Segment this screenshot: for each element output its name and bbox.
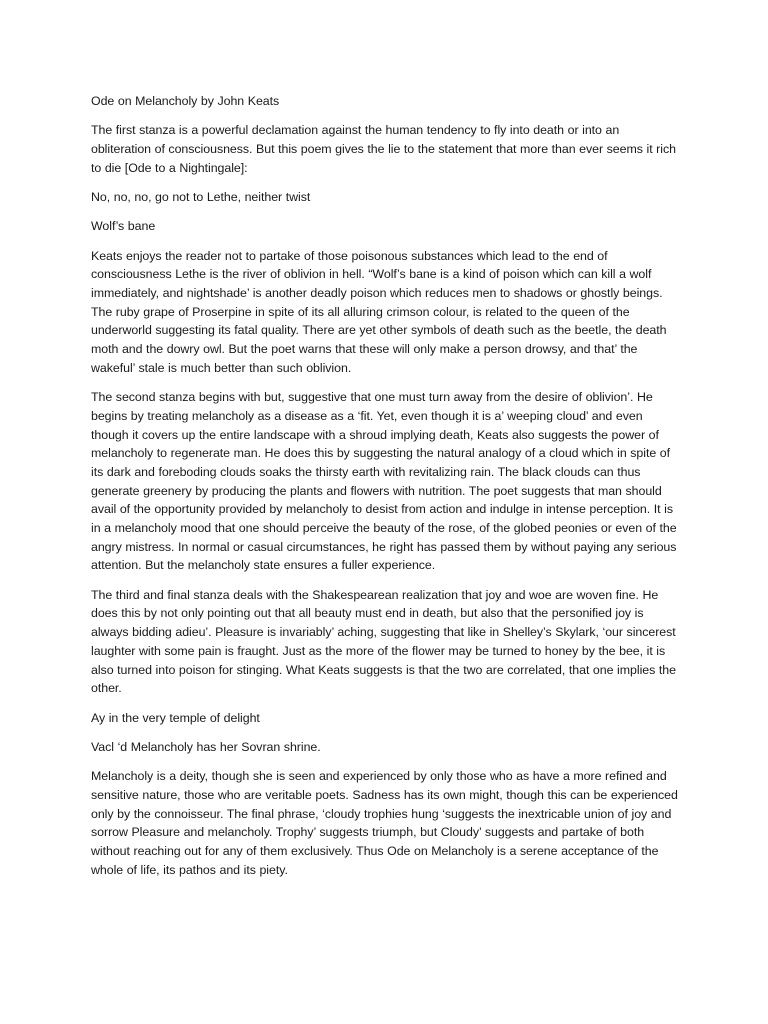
quote-line-shrine: Vacl ‘d Melancholy has her Sovran shrine. <box>91 739 321 754</box>
quote-line-lethe: No, no, no, go not to Lethe, neither twist <box>91 190 311 204</box>
paragraph-stanza-one-intro: The first stanza is a powerful declamation against the human tendency to fly into death or into an obliteration of consciousness. But this poem gives the lie to the statement that more than ever seems it rich to die [Ode to a Nightingale]: <box>91 123 676 175</box>
paragraph-stanza-one-analysis: Keats enjoys the reader not to partake of those poisonous substances which lead to the end of consciousness Lethe is the river of oblivion in hell. “Wolf’s bane is a kind of poison which can kill a wolf immediately, and nightshade’ is another deadly poison which reduces men to shadows or ghostly beings. The ruby grape of Proserpine in spite of its all alluring crimson colour, is related to the queen of the underworld suggesting its fatal quality. There are yet other symbols of death such as the beetle, the death moth and the dowry owl. But the poet warns that these will only make a person drowsy, and that’ the wakeful’ stale is much better than such oblivion. <box>91 248 667 375</box>
document-title: Ode on Melancholy by John Keats <box>91 94 280 108</box>
quote-line-temple: Ay in the very temple of delight <box>91 710 260 725</box>
quote-line-wolfs-bane: Wolf’s bane <box>91 219 156 234</box>
paragraph-stanza-three: The third and final stanza deals with the Shakespearean realization that joy and woe are woven fine. He does this by not only pointing out that all beauty must end in death, but also that the personified joy is always bidding adieu’. Pleasure is invariably’ aching, suggesting that like in Shelley’s Skylark, ‘our sincerest laughter with some pain is fraught. Just as the more of the flower may be turned to honey by the bee, it is also turned into poison for stinging. What Keats suggests is that the two are correlated, that one implies the other. <box>91 587 676 696</box>
paragraph-stanza-two: The second stanza begins with but, suggestive that one must turn away from the desire of oblivion’. He begins by treating melancholy as a disease as a ‘fit. Yet, even though it is a’ weeping cloud’ and even though it covers up the entire landscape with a shroud implying death, Keats also suggests the power of melancholy to regenerate man. He does this by suggesting the natural analogy of a cloud which in spite of its dark and foreboding clouds soaks the thirsty earth with revitalizing rain. The black clouds can thus generate greenery by producing the plants and flowers with nutrition. The poet suggests that man should avail of the opportunity provided by melancholy to desist from action and indulge in intense perception. It is in a melancholy mood that one should perceive the beauty of the rose, of the globed peonies or even of the angry mistress. In normal or casual circumstances, he right has passed them by without paying any serious attention. But the melancholy state ensures a fuller experience. <box>91 390 677 573</box>
paragraph-conclusion: Melancholy is a deity, though she is seen and experienced by only those who as have a more refined and sensitive nature, those who are veritable poets. Sadness has its own might, though this can be experienced only by the connoisseur. The final phrase, ‘cloudy trophies hung ‘suggests the inextricable union of joy and sorrow Pleasure and melancholy. Trophy’ suggests triumph, but Cloudy’ suggests and partake of both without reaching out for any of them exclusively. Thus Ode on Melancholy is a serene acceptance of the whole of life, its pathos and its piety. <box>91 769 678 877</box>
